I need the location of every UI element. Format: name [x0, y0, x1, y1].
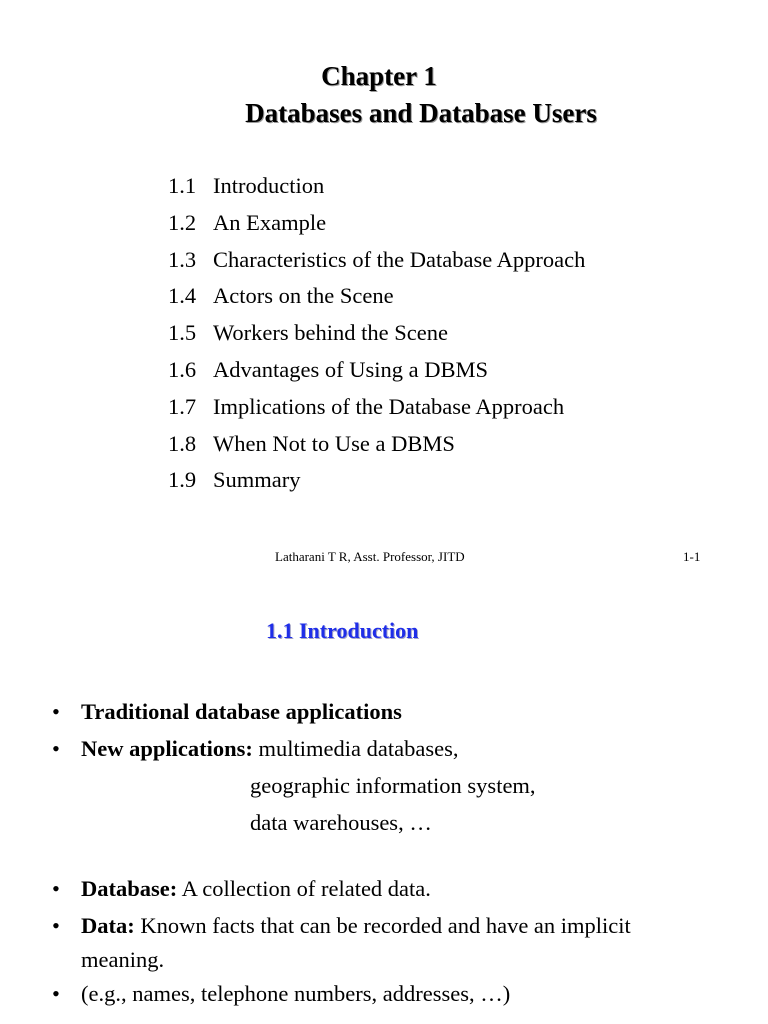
list-item [0, 907, 768, 944]
chapter-name: Databases and Database Users [245, 98, 597, 128]
section-title: 1.1 Introduction [266, 618, 419, 643]
bullet-list [0, 693, 768, 1012]
toc-number: 1.8 [168, 430, 197, 456]
list-item-continuation [0, 767, 768, 804]
list-item-continuation [0, 944, 768, 975]
toc-item [168, 352, 585, 389]
bullet-icon: • [52, 736, 60, 761]
toc-item [168, 462, 585, 499]
list-item [0, 870, 768, 907]
term: New applications: [81, 736, 253, 761]
toc-item [168, 242, 585, 279]
toc-item [168, 426, 585, 463]
toc-label: Actors on the Scene [213, 283, 394, 309]
term: Data: [81, 913, 135, 938]
definition: multimedia databases, [252, 736, 459, 761]
toc-label: An Example [213, 209, 327, 235]
continuation-text: geographic information system, [250, 773, 536, 798]
slide-2 [0, 600, 768, 1024]
continuation-text: data warehouses, … [250, 810, 432, 835]
spacer [0, 841, 768, 870]
bullet-icon: • [52, 913, 60, 938]
toc-label: Summary [213, 467, 301, 493]
toc-label: Characteristics of the Database Approach [213, 246, 586, 272]
toc-label: Introduction [213, 173, 325, 198]
toc-item [168, 205, 585, 242]
toc-number: 1.4 [168, 283, 197, 309]
toc-item [168, 315, 585, 352]
footer-page-number: 1-1 [683, 549, 701, 564]
list-item [0, 693, 768, 730]
chapter-number: Chapter 1 [321, 61, 437, 91]
toc-label: Advantages of Using a DBMS [213, 356, 488, 382]
toc-item [168, 389, 585, 426]
toc-number: 1.9 [168, 467, 197, 493]
definition: A collection of related data. [177, 876, 431, 901]
toc-label: Implications of the Database Approach [213, 393, 565, 419]
toc-number: 1.5 [168, 320, 197, 346]
chapter-title [0, 58, 768, 132]
toc-label: When Not to Use a DBMS [213, 430, 455, 456]
toc-number: 1.6 [168, 356, 197, 382]
term: Traditional database applications [81, 699, 402, 724]
continuation-text: meaning. [81, 947, 165, 972]
term: Database: [81, 876, 178, 901]
toc-item [168, 168, 585, 205]
toc-item [168, 278, 585, 315]
bullet-icon: • [52, 981, 60, 1006]
list-item-continuation [0, 804, 768, 841]
footer-author: Latharani T R, Asst. Professor, JITD [275, 549, 465, 564]
toc-label: Workers behind the Scene [213, 320, 448, 346]
toc-number: 1.1 [168, 173, 197, 198]
list-item [0, 730, 768, 767]
toc-number: 1.3 [168, 246, 197, 272]
list-item [0, 975, 768, 1012]
example-text: (e.g., names, telephone numbers, addresses, …) [81, 981, 511, 1006]
bullet-icon: • [52, 699, 60, 724]
toc-number: 1.2 [168, 209, 197, 235]
table-of-contents [168, 168, 585, 499]
bullet-icon: • [52, 876, 60, 901]
toc-number: 1.7 [168, 393, 197, 419]
definition: Known facts that can be recorded and have an implicit [134, 913, 631, 938]
